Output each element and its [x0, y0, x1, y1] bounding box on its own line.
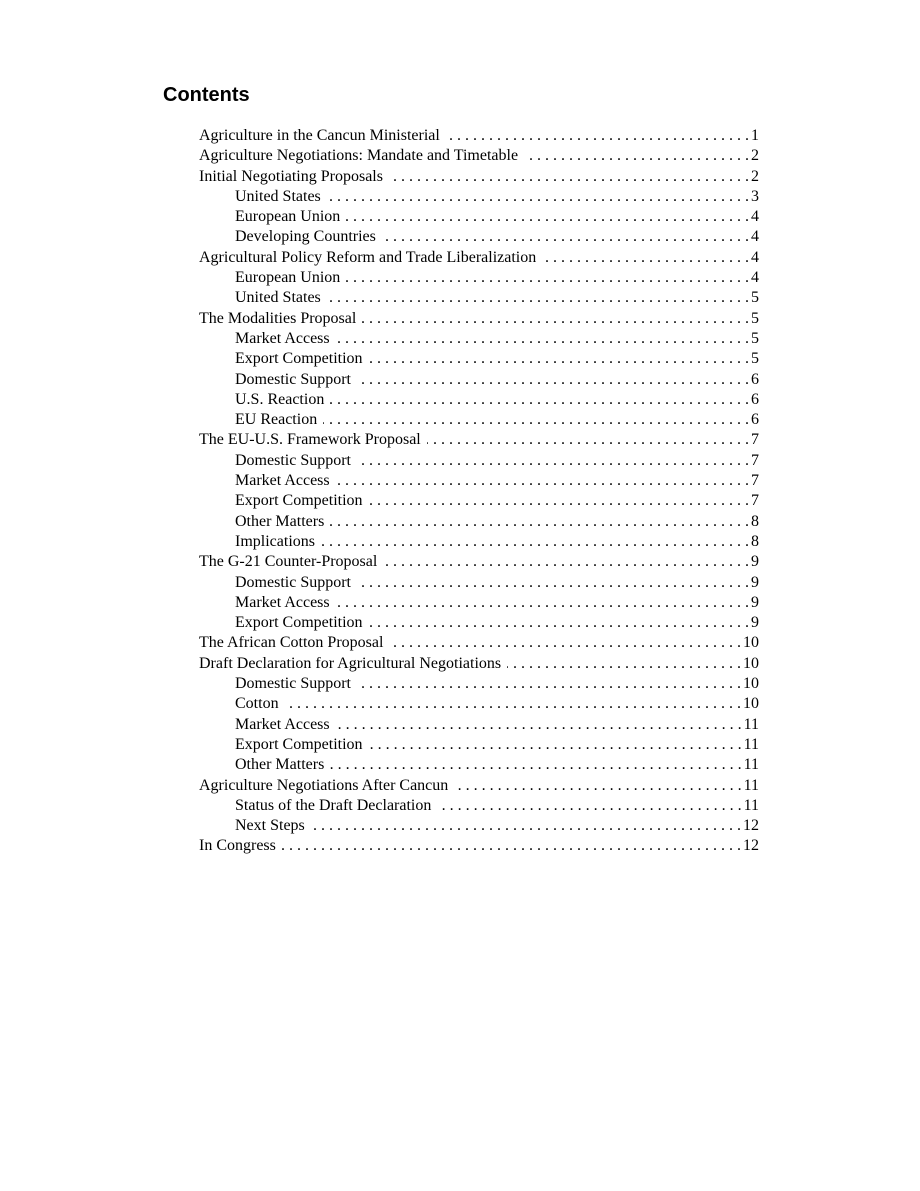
toc-entry-label: Draft Declaration for Agricultural Negotiations — [199, 654, 502, 672]
toc-page-number: 1 — [751, 127, 759, 144]
toc-page-number: 11 — [743, 735, 759, 753]
toc-subentry[interactable] — [199, 613, 759, 633]
toc-page-number: 2 — [751, 147, 759, 165]
toc-entry-label: Other Matters — [235, 756, 325, 774]
toc-entry[interactable] — [199, 309, 759, 329]
toc-entry-label: EU Reaction — [235, 411, 318, 429]
dot-leader — [311, 816, 741, 836]
dot-leader — [336, 715, 742, 735]
toc-subentry[interactable] — [199, 227, 759, 247]
toc-page-number: 5 — [751, 329, 759, 347]
toc-page-number: 10 — [743, 654, 759, 672]
page-title: Contents — [163, 84, 250, 106]
toc-page-number: 3 — [751, 187, 759, 205]
toc-entry-label: Export Competition — [235, 614, 363, 632]
toc-page-number: 6 — [751, 411, 759, 429]
dot-leader — [362, 309, 749, 329]
dot-leader — [346, 207, 749, 227]
dot-leader — [330, 390, 749, 410]
toc-page-number: 7 — [751, 431, 759, 449]
toc-entry-label: Agriculture Negotiations: Mandate and Timetable — [199, 147, 519, 165]
toc-subentry[interactable] — [199, 755, 759, 775]
toc-page-number: 11 — [743, 776, 759, 794]
dot-leader — [454, 776, 741, 796]
toc-page-number: 7 — [751, 492, 759, 510]
toc-entry[interactable] — [199, 776, 759, 796]
toc-page-number: 10 — [743, 634, 759, 652]
dot-leader — [437, 796, 741, 816]
dot-leader — [369, 491, 749, 511]
toc-subentry[interactable] — [199, 694, 759, 714]
toc-subentry[interactable] — [199, 207, 759, 227]
toc-page-number: 10 — [743, 695, 759, 713]
dot-leader — [336, 329, 749, 349]
toc-subentry[interactable] — [199, 735, 759, 755]
toc-page-number: 7 — [751, 472, 759, 490]
toc-page-number: 7 — [751, 451, 759, 469]
dot-leader — [330, 755, 741, 775]
toc-page-number: 8 — [751, 512, 759, 530]
toc-entry-label: Other Matters — [235, 512, 325, 530]
dot-leader — [446, 126, 749, 146]
toc-page-number: 11 — [743, 796, 759, 814]
toc-page-number: 10 — [743, 675, 759, 693]
toc-subentry[interactable] — [199, 796, 759, 816]
toc-page-number: 9 — [751, 573, 759, 591]
dot-leader — [427, 430, 749, 450]
toc-page-number: 6 — [751, 390, 759, 408]
dot-leader — [524, 146, 749, 166]
toc-entry[interactable] — [199, 654, 759, 674]
toc-page-number: 12 — [743, 837, 759, 855]
toc-entry-label: European Union — [235, 208, 341, 226]
toc-subentry[interactable] — [199, 451, 759, 471]
toc-entry[interactable] — [199, 836, 759, 856]
dot-leader — [369, 613, 749, 633]
toc-entry-label: Agriculture in the Cancun Ministerial — [199, 127, 440, 144]
dot-leader — [282, 836, 741, 856]
dot-leader — [285, 694, 741, 714]
toc-page-number: 4 — [751, 228, 759, 246]
toc-page-number: 4 — [751, 248, 759, 266]
toc-page-number: 5 — [751, 309, 759, 327]
toc-entry-label: Next Steps — [235, 817, 305, 835]
dot-leader — [507, 654, 741, 674]
toc-entry-label: Market Access — [235, 329, 330, 347]
toc-page-number: 11 — [743, 715, 759, 733]
toc-entry[interactable] — [199, 146, 759, 166]
toc-entry-label: Export Competition — [235, 350, 363, 368]
toc-subentry[interactable] — [199, 573, 759, 593]
dot-leader — [327, 187, 749, 207]
toc-entry[interactable] — [199, 633, 759, 653]
dot-leader — [357, 573, 749, 593]
toc-entry-label: Domestic Support — [235, 573, 351, 591]
toc-page-number: 9 — [751, 593, 759, 611]
dot-leader — [346, 268, 749, 288]
dot-leader — [369, 349, 749, 369]
toc-page-number: 4 — [751, 208, 759, 226]
toc-entry[interactable] — [199, 167, 759, 187]
toc-entry-label: Domestic Support — [235, 451, 351, 469]
toc-entry-label: European Union — [235, 269, 341, 287]
dot-leader — [357, 451, 749, 471]
toc-page-number: 12 — [743, 817, 759, 835]
toc-entry-label: Developing Countries — [235, 228, 376, 246]
toc-subentry[interactable] — [199, 288, 759, 308]
dot-leader — [382, 227, 749, 247]
toc-entry[interactable] — [199, 430, 759, 450]
toc-subentry[interactable] — [199, 816, 759, 836]
toc-entry-label: Agricultural Policy Reform and Trade Liberalization — [199, 248, 537, 266]
toc-entry-label: United States — [235, 187, 321, 205]
toc-page-number: 5 — [751, 350, 759, 368]
toc-entry[interactable] — [199, 248, 759, 268]
dot-leader — [323, 410, 749, 430]
toc-subentry[interactable] — [199, 268, 759, 288]
toc-page-number: 4 — [751, 269, 759, 287]
dot-leader — [357, 370, 749, 390]
toc-page-number: 2 — [751, 167, 759, 185]
toc-entry-label: In Congress — [199, 837, 276, 855]
dot-leader — [336, 471, 749, 491]
toc-entry-label: The EU-U.S. Framework Proposal — [199, 431, 421, 449]
toc-subentry[interactable] — [199, 491, 759, 511]
toc-entry-label: Market Access — [235, 715, 330, 733]
dot-leader — [327, 288, 749, 308]
dot-leader — [369, 735, 742, 755]
toc-entry-label: Initial Negotiating Proposals — [199, 167, 383, 185]
table-of-contents — [199, 126, 759, 857]
toc-entry-label: Implications — [235, 532, 315, 550]
toc-entry-label: Export Competition — [235, 735, 363, 753]
toc-page-number: 9 — [751, 614, 759, 632]
dot-leader — [389, 633, 741, 653]
toc-subentry[interactable] — [199, 390, 759, 410]
toc-subentry[interactable] — [199, 329, 759, 349]
dot-leader — [336, 593, 749, 613]
toc-entry-label: Agriculture Negotiations After Cancun — [199, 776, 449, 794]
toc-subentry[interactable] — [199, 532, 759, 552]
toc-entry-label: Status of the Draft Declaration — [235, 796, 432, 814]
toc-entry-label: Export Competition — [235, 492, 363, 510]
toc-entry-label: Domestic Support — [235, 675, 351, 693]
toc-page-number: 8 — [751, 532, 759, 550]
toc-subentry[interactable] — [199, 593, 759, 613]
toc-entry-label: The African Cotton Proposal — [199, 634, 384, 652]
toc-entry[interactable] — [199, 126, 759, 146]
dot-leader — [383, 552, 749, 572]
toc-subentry[interactable] — [199, 370, 759, 390]
toc-entry-label: The Modalities Proposal — [199, 309, 357, 327]
toc-entry-label: U.S. Reaction — [235, 390, 325, 408]
toc-entry-label: The G-21 Counter-Proposal — [199, 553, 378, 571]
toc-subentry[interactable] — [199, 410, 759, 430]
toc-entry-label: Market Access — [235, 472, 330, 490]
dot-leader — [330, 512, 749, 532]
toc-subentry[interactable] — [199, 471, 759, 491]
toc-page-number: 9 — [751, 553, 759, 571]
toc-subentry[interactable] — [199, 349, 759, 369]
toc-subentry[interactable] — [199, 674, 759, 694]
dot-leader — [389, 167, 749, 187]
toc-entry-label: United States — [235, 289, 321, 307]
toc-page-number: 6 — [751, 370, 759, 388]
dot-leader — [542, 248, 749, 268]
toc-entry-label: Cotton — [235, 695, 279, 713]
toc-page-number: 5 — [751, 289, 759, 307]
dot-leader — [321, 532, 749, 552]
toc-subentry[interactable] — [199, 187, 759, 207]
toc-subentry[interactable] — [199, 512, 759, 532]
toc-entry[interactable] — [199, 552, 759, 572]
toc-entry-label: Market Access — [235, 593, 330, 611]
toc-page-number: 11 — [743, 756, 759, 774]
toc-entry-label: Domestic Support — [235, 370, 351, 388]
toc-subentry[interactable] — [199, 715, 759, 735]
dot-leader — [357, 674, 741, 694]
